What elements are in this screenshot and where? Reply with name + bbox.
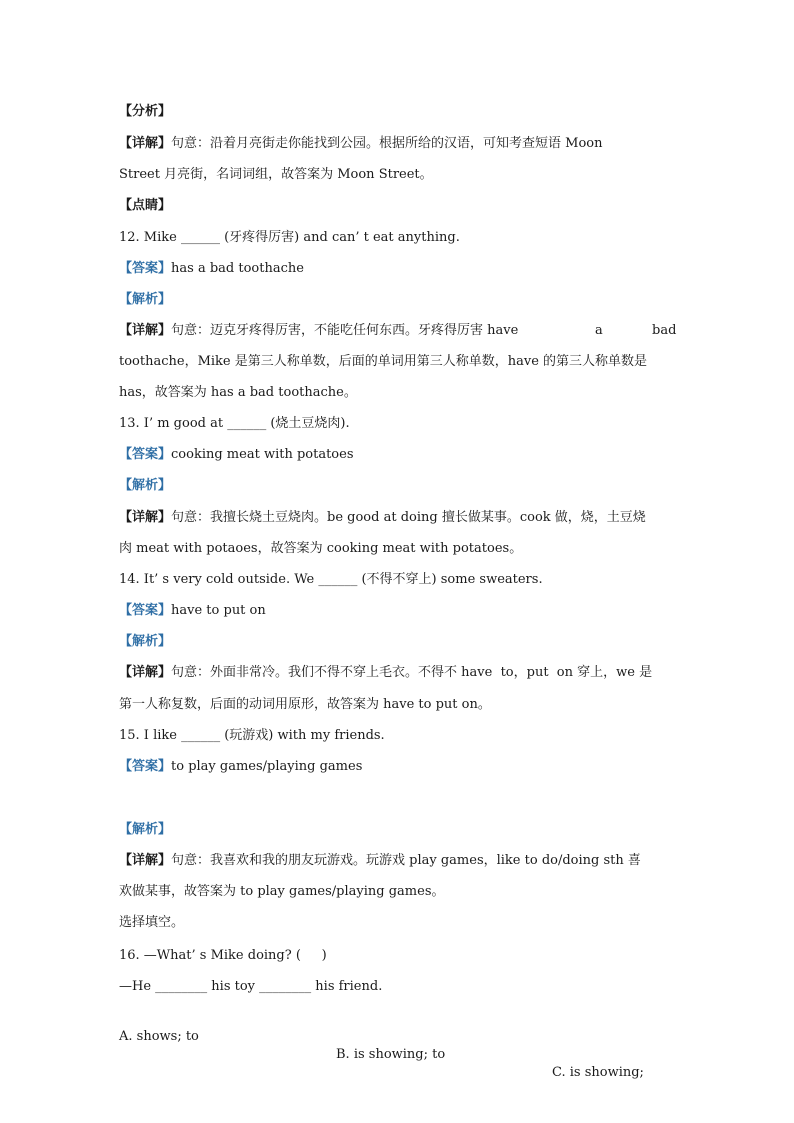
q13-answer-line bbox=[119, 446, 354, 464]
q13-answer: cooking meat with potatoes bbox=[171, 447, 354, 462]
q15-detail-line2: 欢做某事，故答案为 to play games/playing games。 bbox=[119, 884, 445, 899]
q16-line2: —He ________ his toy ________ his friend. bbox=[119, 979, 383, 994]
q12-answer: has a bad toothache bbox=[171, 261, 304, 276]
q14-detail-line2: 第一人称复数，后面的动词用原形，故答案为 have to put on。 bbox=[119, 697, 491, 712]
q13-detail-text1: 句意：我擅长烧土豆烧肉。be good at doing 擅长做某事。cook 做，烧，土豆烧 bbox=[171, 510, 646, 525]
q13-detail-line2: 肉 meat with potaoes，故答案为 cooking meat with potatoes。 bbox=[119, 541, 523, 556]
q14-answer-line bbox=[119, 602, 266, 620]
detail-tag: 【详解】 bbox=[119, 665, 172, 680]
comment-tag: 【点睛】 bbox=[119, 198, 172, 213]
detail-tag: 【详解】 bbox=[119, 853, 172, 868]
answer-tag: 【答案】 bbox=[119, 603, 172, 618]
q16-option-b: B. is showing; to bbox=[336, 1047, 446, 1062]
q14-explain-tag: 【解析】 bbox=[119, 634, 172, 649]
q12-question: 12. Mike ______ (牙疼得厉害) and can’ t eat anything. bbox=[119, 230, 460, 245]
q11-detail-text1: 句意：沿着月亮街走你能找到公园。根据所给的汉语，可知考查短语 Moon bbox=[171, 136, 603, 151]
q12-detail-text1a: 句意：迈克牙疼得厉害，不能吃任何东西。牙疼得厉害 have bbox=[171, 323, 519, 338]
detail-tag: 【详解】 bbox=[119, 136, 172, 151]
q14-detail-text1: 句意：外面非常冷。我们不得不穿上毛衣。不得不 have to，put on 穿上，we 是 bbox=[171, 665, 653, 680]
q16-option-a: A. shows; to bbox=[119, 1029, 199, 1044]
q15-answer: to play games/playing games bbox=[171, 759, 363, 774]
q16-question: 16. —What’ s Mike doing? ( ) bbox=[119, 948, 327, 963]
q12-detail-line1 bbox=[119, 322, 675, 340]
q12-detail-text1c: bad bbox=[652, 323, 677, 338]
q13-question: 13. I’ m good at ______ (烧土豆烧肉). bbox=[119, 416, 350, 431]
q12-explain-tag: 【解析】 bbox=[119, 292, 172, 307]
detail-tag: 【详解】 bbox=[119, 323, 172, 338]
answer-tag: 【答案】 bbox=[119, 447, 172, 462]
q12-detail-line2: toothache，Mike 是第三人称单数，后面的单词用第三人称单数，have 的第三人称单数是 bbox=[119, 354, 648, 369]
detail-tag: 【详解】 bbox=[119, 510, 172, 525]
q15-answer-line bbox=[119, 758, 362, 776]
q15-detail-text1: 句意：我喜欢和我的朋友玩游戏。玩游戏 play games，like to do/doing sth 喜 bbox=[171, 853, 641, 868]
answer-tag: 【答案】 bbox=[119, 759, 172, 774]
section-title: 选择填空。 bbox=[119, 915, 185, 930]
analysis-tag: 【分析】 bbox=[119, 104, 172, 119]
q16-options bbox=[119, 1010, 675, 1100]
q14-answer: have to put on bbox=[171, 603, 266, 618]
answer-tag: 【答案】 bbox=[119, 261, 172, 276]
q16-option-c: C. is showing; bbox=[552, 1065, 644, 1080]
q12-detail-line3: has，故答案为 has a bad toothache。 bbox=[119, 385, 357, 400]
q11-detail-line2: Street 月亮街，名词词组，故答案为 Moon Street。 bbox=[119, 167, 433, 182]
q13-detail-line1 bbox=[119, 509, 646, 527]
q11-detail-line1 bbox=[119, 135, 603, 153]
q12-answer-line bbox=[119, 260, 304, 278]
q15-detail-line1 bbox=[119, 852, 641, 870]
q14-question: 14. It’ s very cold outside. We ______ (不得不穿上) some sweaters. bbox=[119, 572, 543, 587]
q15-explain-tag: 【解析】 bbox=[119, 822, 172, 837]
q15-question: 15. I like ______ (玩游戏) with my friends. bbox=[119, 728, 385, 743]
q14-detail-line1 bbox=[119, 664, 652, 682]
q13-explain-tag: 【解析】 bbox=[119, 478, 172, 493]
q12-detail-text1b: a bbox=[595, 323, 603, 338]
